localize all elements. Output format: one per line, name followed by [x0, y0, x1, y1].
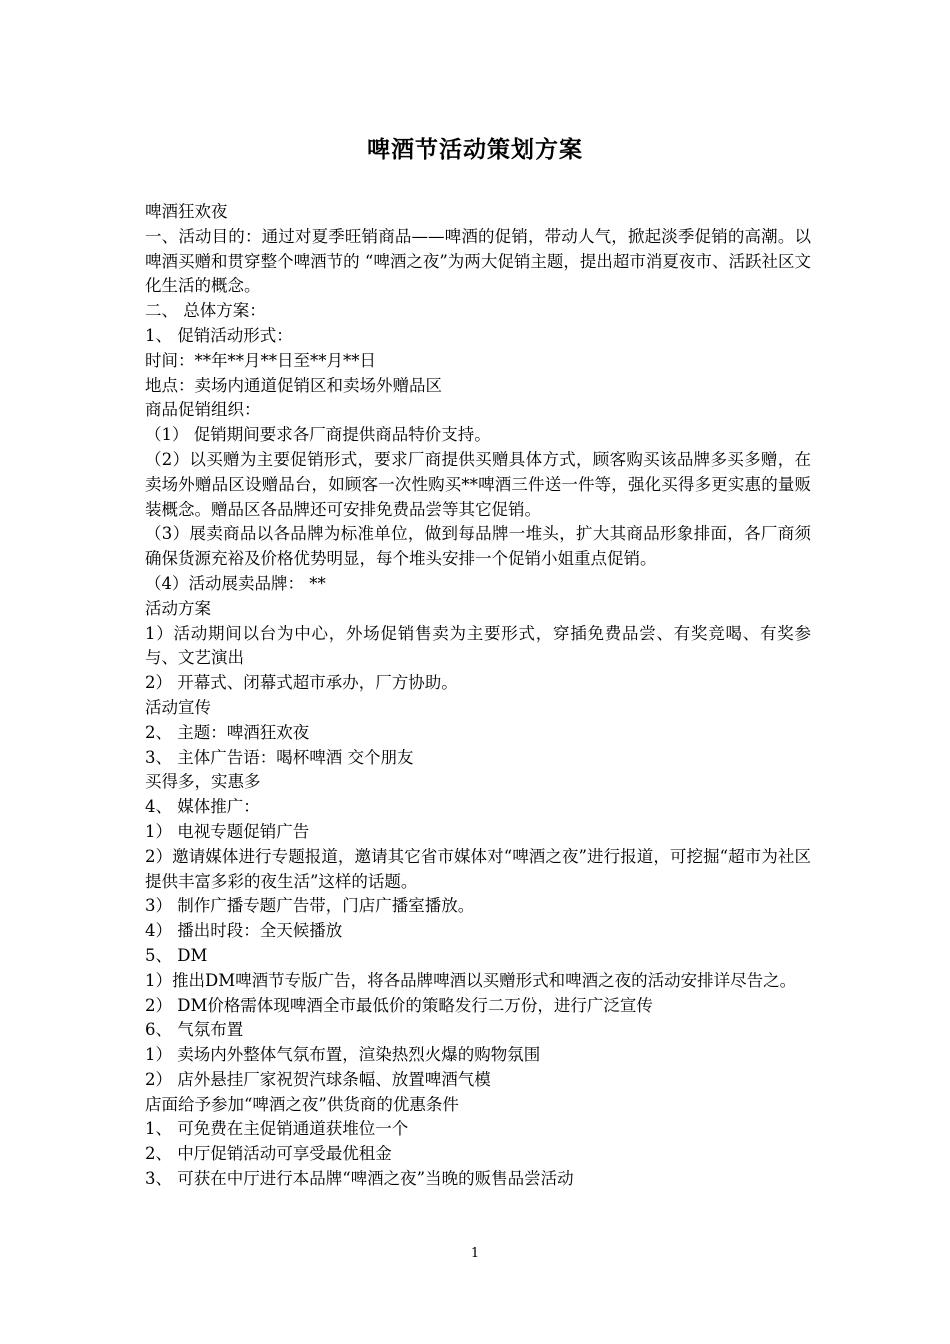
paragraph: 商品促销组织：	[145, 400, 261, 420]
paragraph: 4） 播出时段：全天候播放	[145, 921, 343, 941]
paragraph: 2）邀请媒体进行专题报道，邀请其它省市媒体对“啤酒之夜”进行报道，可挖掘“超市为社区提供丰富多彩的夜生活”这样的话题。	[145, 846, 811, 891]
paragraph: 时间：**年**月**日至**月**日	[145, 350, 376, 370]
paragraph: 二、 总体方案：	[145, 301, 266, 321]
paragraph: 2） 开幕式、闭幕式超市承办，厂方协助。	[145, 673, 458, 693]
paragraph: 2、 主题：啤酒狂欢夜	[145, 722, 310, 742]
paragraph: 4、 媒体推广：	[145, 797, 260, 817]
paragraph: 3、 可获在中厅进行本品牌“啤酒之夜”当晚的贩售品尝活动	[145, 1169, 574, 1189]
document-body	[145, 200, 811, 1192]
paragraph: 2） DM价格需体现啤酒全市最低价的策略发行二万份，进行广泛宣传	[145, 995, 653, 1015]
paragraph: 啤酒狂欢夜	[145, 202, 228, 221]
paragraph: 1） 电视专题促销广告	[145, 821, 310, 841]
paragraph: 活动方案	[145, 598, 211, 618]
paragraph: 一、活动目的：通过对夏季旺销商品——啤酒的促销，带动人气，掀起淡季促销的高潮。以啤酒买赠和贯穿整个啤酒节的 “啤酒之夜”为两大促销主题，提出超市消夏夜市、活跃社区文化生活的概念。	[145, 226, 811, 296]
paragraph: 1、 促销活动形式：	[145, 325, 293, 345]
paragraph: 2、 中厅促销活动可享受最优租金	[145, 1144, 392, 1164]
paragraph: 活动宣传	[145, 697, 211, 717]
paragraph: 1）活动期间以台为中心，外场促销售卖为主要形式，穿插免费品尝、有奖竞喝、有奖参与、文艺演出	[145, 623, 811, 668]
paragraph: 1）推出DM啤酒节专版广告，将各品牌啤酒以买赠形式和啤酒之夜的活动安排详尽告之。	[145, 970, 797, 990]
paragraph: 买得多，实惠多	[145, 772, 261, 792]
paragraph: 2） 店外悬挂厂家祝贺汽球条幅、放置啤酒气模	[145, 1069, 491, 1089]
paragraph: 3） 制作广播专题广告带，门店广播室播放。	[145, 896, 475, 916]
paragraph: （4）活动展卖品牌： **	[145, 573, 326, 593]
paragraph: 1） 卖场内外整体气氛布置，渲染热烈火爆的购物氛围	[145, 1045, 541, 1065]
paragraph: 1、 可免费在主促销通道获堆位一个	[145, 1119, 409, 1139]
paragraph: 5、 DM	[145, 945, 208, 965]
paragraph: （3）展卖商品以各品牌为标准单位，做到每品牌一堆头，扩大其商品形象排面，各厂商须确保货源充裕及价格优势明显，每个堆头安排一个促销小姐重点促销。	[145, 524, 811, 569]
paragraph: （1） 促销期间要求各厂商提供商品特价支持。	[145, 425, 491, 445]
paragraph: 3、 主体广告语：喝杯啤酒 交个朋友	[145, 747, 414, 767]
document-title: 啤酒节活动策划方案	[367, 137, 583, 163]
paragraph: 地点：卖场内通道促销区和卖场外赠品区	[145, 375, 442, 395]
paragraph: 店面给予参加“啤酒之夜”供货商的优惠条件	[145, 1094, 459, 1114]
paragraph: 6、 气氛布置	[145, 1020, 244, 1040]
paragraph: （2）以买赠为主要促销形式，要求厂商提供买赠具体方式，顾客购买该品牌多买多赠，在卖场外赠品区设赠品台，如顾客一次性购买**啤酒三件送一件等，强化买得多更实惠的量贩装概念。赠品区各品牌还可安排免费品尝等其它促销。	[145, 449, 811, 519]
page-number: 1	[470, 1246, 480, 1261]
